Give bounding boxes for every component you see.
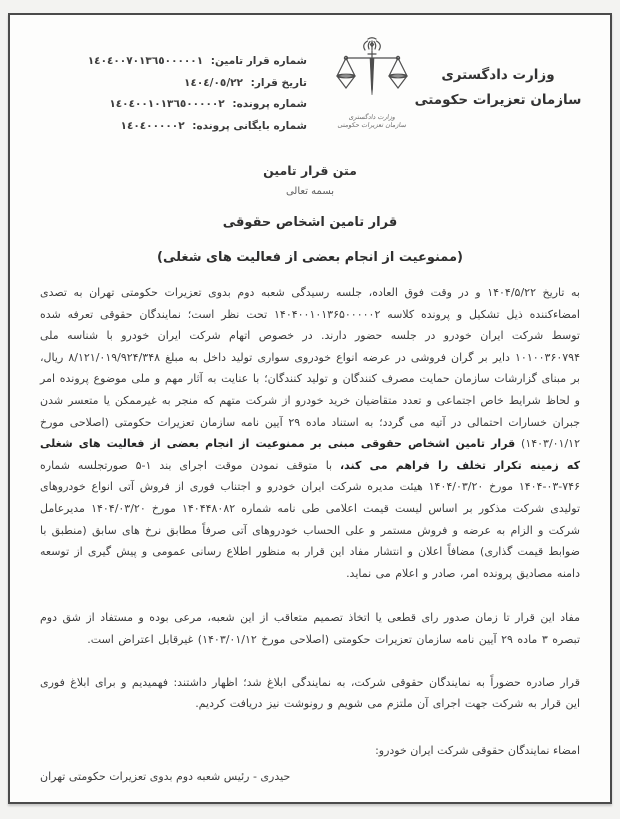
header-meta-block xyxy=(45,51,307,137)
case-number-label: شماره پرونده: xyxy=(232,98,307,110)
archive-number-value: ١٤٠٤٠٠٠٠٠٢ xyxy=(120,119,185,132)
order-subject-title: قرار تامین اشخاص حقوقی xyxy=(222,215,398,230)
order-number-label: شماره قرار تامین: xyxy=(210,55,307,67)
case-number-value: ١٤٠٤٠٠١٠١٣٦٥٠٠٠٠٠٢ xyxy=(109,98,225,110)
judge-signature-line: حیدری - رئیس شعبه دوم بدوی تعزیرات حکومتی تهران xyxy=(40,769,291,783)
main-paragraph xyxy=(40,282,580,584)
justice-scales-logo xyxy=(332,37,412,129)
bismillah-line: بسمه تعالی xyxy=(285,186,335,197)
representatives-signature-line: امضاء نمایندگان حقوقی شرکت ایران خودرو: xyxy=(375,743,580,757)
ministry-name: وزارت دادگستری xyxy=(441,67,555,83)
main-paragraph-rest: با متوقف نمودن موقت اجرای بند ۱-۵ صورتجلسه شماره ۷۴۶-۰۳-۱۴۰۴ مورخ ۱۴۰۴/۰۳/۲۰ هیئت مدیره شرکت ایران خودرو و اجتناب فوری از فروش آتی انواع خودروهای تولیدی شرکت مذکور بر اساس لیست قیمت اعلامی طی نامه شماره ۱۴۰۴۴۸۰۸۲ مورخ ۱۴۰۴/۰۳/۲۰ مدیرعامل شرکت و الزام به عرضه و فروش مستمر و علی الحساب خودروهای آتی صرفاً مطابق نرخ های سابق (منطبق با ضوابط قیمت گذاری) مضافاً اعلان و انتشار مفاد این قرار به منظور اطلاع رسانی عمومی و پیش گیری از توسعه دامنه مصادیق پرونده امر، صادر و اعلام می نماید. xyxy=(40,458,581,580)
case-number-row xyxy=(45,94,307,116)
document-title: متن قرار تامین xyxy=(263,163,357,178)
archive-number-row xyxy=(45,116,307,138)
archive-number-label: شماره بایگانی پرونده: xyxy=(192,119,307,132)
logo-caption-line2: سازمان تعزیرات حکومتی xyxy=(337,121,407,129)
order-date-row xyxy=(45,73,307,95)
organization-name: سازمان تعزیرات حکومتی xyxy=(414,92,582,108)
order-date-label: تاریخ قرار: xyxy=(250,76,307,89)
validity-paragraph: مفاد این قرار تا زمان صدور رای قطعی یا اتخاذ تصمیم متعاقب از این شعبه، مرعی بوده و مستفاد از شق دوم تبصره ۳ ماده ۲۹ آیین نامه سازمان تعزیرات حکومتی (اصلاحی مورخ ۱۴۰۳/۰۱/۱۲) غیرقابل اعتراض است. xyxy=(40,611,580,646)
order-date-value: ١٤٠٤/٠٥/٢٢ xyxy=(184,76,243,89)
logo-caption-line1: وزارت دادگستری xyxy=(348,113,396,121)
scales-of-justice-icon xyxy=(334,37,410,113)
notification-paragraph: قرار صادره حضوراً به نمایندگان حقوقی شرکت، به نمایندگی ابلاغ شد؛ اظهار داشتند: فهمیدیم و برای ابلاغ فوری این قرار به شرکت جهت اجرای آن ملتزم می شویم و رونوشت نیز دریافت کردیم. xyxy=(40,675,580,711)
main-paragraph-lead: به تاریخ ۱۴۰۴/۵/۲۲ و در وقت فوق العاده، جلسه رسیدگی شعبه دوم بدوی تعزیرات حکومتی تهران به تصدی امضاءکننده ذیل تشکیل و پرونده کلاسه ۱۴۰۴۰۰۱۰۱۳۶۵۰۰۰۰۰۲ تحت نظر است؛ نمایندگان حقوقی تعرفه شده توسط شرکت ایران خودرو در جلسه حضور دارند. در خصوص اتهام شرکت ایران خودرو با شناسه ملی ۱۰۱۰۰۳۶۰۷۹۴ دایر بر گران فروشی در عرضه انواع خودروی سواری تولید داخل به مبلغ ۸/۱۲۱/۰۱۹/۹۲۴/۳۴۸ ریال، بر مبنای گزارشات سازمان حمایت مصرف کنندگان و تولید کنندگان؛ با عنایت به آثار مهم و ملی موضوع پرونده امر و لحاظ شرایط خاص اجتماعی و تعدد متقاضیان خرید خودرو از شرکت متهم که منجر به غیرممکن یا متعسر شدن جبران خسارات احتمالی در آتیه می گردد؛ به استناد ماده ۲۹ آیین نامه سازمان تعزیرات حکومتی (اصلاحی مورخ ۱۴۰۳/۰۱/۱۲) xyxy=(40,286,580,451)
main-paragraph-emphasis: قرار تامین اشخاص حقوقی مبنی بر ممنوعیت از انجام بعضی از فعالیت های شغلی که زمینه تکرار تخلف را فراهم می کند، xyxy=(40,437,580,472)
organization-title xyxy=(412,63,584,113)
document-body xyxy=(40,163,580,783)
document-page xyxy=(8,13,612,804)
order-number-value: ١٤٠٤٠٠٧٠١٣٦٥٠٠٠٠٠١ xyxy=(87,55,204,67)
order-number-row xyxy=(45,51,307,73)
order-subtitle: (ممنوعیت از انجام بعضی از فعالیت های شغلی) xyxy=(157,250,463,265)
